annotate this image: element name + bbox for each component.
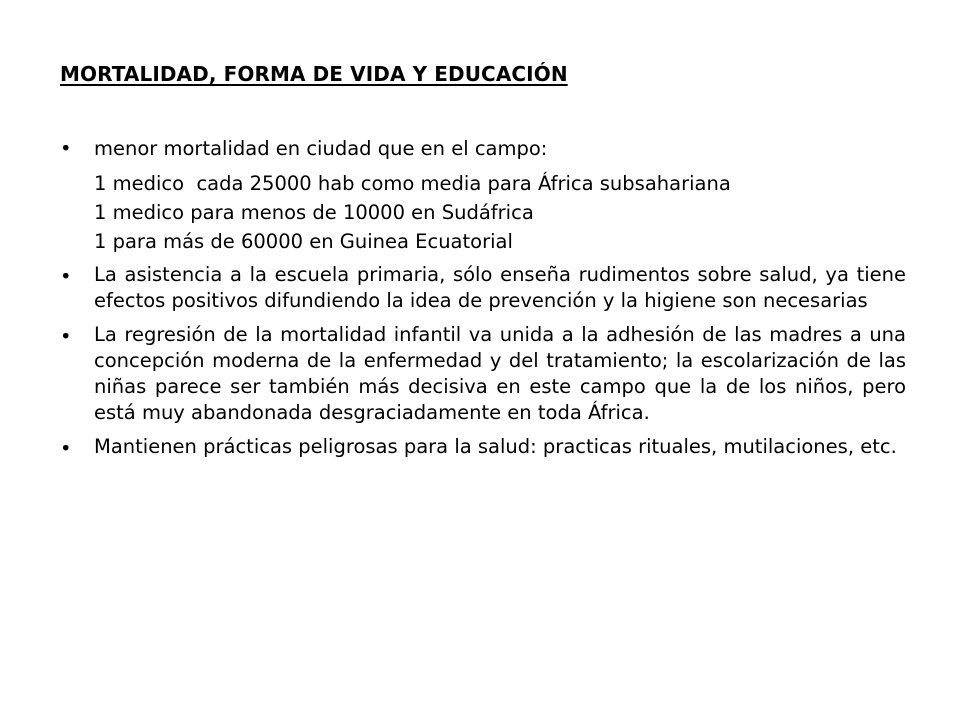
bullet-text-3: La regresión de la mortalidad infantil va unida a la adhesión de las madres a una concepción moderna de la enfermedad y del tratamiento; la escolarización de las niñas parece ser también más decisiva en este campo que la de los niños, pero está muy abandonada desgraciadamente en toda África. bbox=[94, 323, 906, 424]
slide-title: MORTALIDAD, FORMA DE VIDA Y EDUCACIÓN bbox=[60, 62, 568, 86]
sub-line-1: 1 medico cada 25000 hab como media para África subsahariana bbox=[94, 172, 731, 195]
bullet-marker: • bbox=[60, 437, 72, 460]
sub-list bbox=[60, 169, 906, 256]
sub-line-2: 1 medico para menos de 10000 en Sudáfrica bbox=[94, 201, 534, 224]
bullet-item-3 bbox=[60, 322, 906, 426]
bullet-item-4 bbox=[60, 434, 906, 460]
bullet-text-1: menor mortalidad en ciudad que en el campo: bbox=[94, 137, 548, 160]
bullet-marker: • bbox=[60, 137, 72, 160]
bullet-list bbox=[60, 134, 906, 468]
bullet-item-2 bbox=[60, 262, 906, 314]
bullet-marker: • bbox=[60, 325, 72, 348]
sub-line-3: 1 para más de 60000 en Guinea Ecuatorial bbox=[94, 230, 513, 253]
bullet-text-4: Mantienen prácticas peligrosas para la salud: practicas rituales, mutilaciones, etc. bbox=[94, 435, 897, 458]
bullet-text-2: La asistencia a la escuela primaria, sólo enseña rudimentos sobre salud, ya tiene efectos positivos difundiendo la idea de prevención y la higiene son necesarias bbox=[94, 263, 906, 312]
bullet-item-1 bbox=[60, 134, 906, 163]
bullet-marker: • bbox=[60, 265, 72, 288]
